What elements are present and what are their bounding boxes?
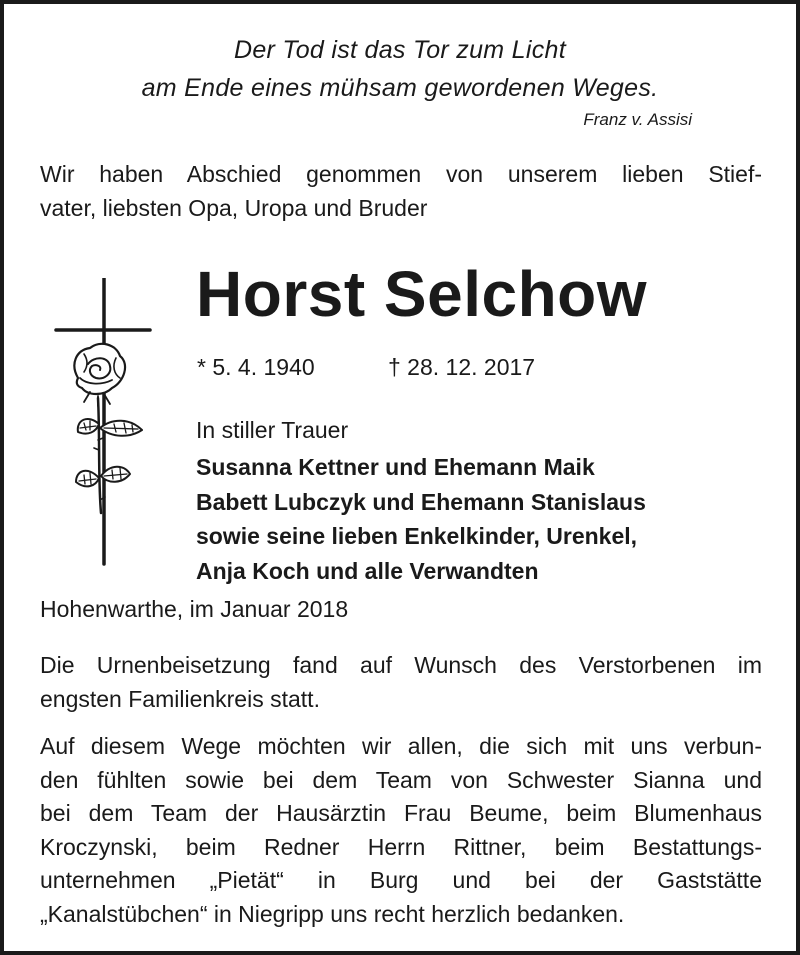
mourner-line: Babett Lubczyk und Ehemann Stanislaus [196, 488, 646, 515]
intro-paragraph [40, 158, 762, 225]
mourners-list [196, 450, 646, 588]
intro-line: vater, liebsten Opa, Uropa und Bruder [40, 194, 428, 221]
quote-line-2: am Ende eines mühsam gewordenen Weges. [141, 74, 659, 102]
mourner-line: Susanna Kettner und Ehemann Maik [196, 454, 595, 480]
intro-line: Wir haben Abschied genommen von unserem lieben Stief- [40, 161, 762, 187]
birth-date: * 5. 4. 1940 [197, 354, 315, 380]
thanks-paragraph [40, 730, 762, 931]
thanks-line: unternehmen „Pietät“ in Burg und bei der Gaststätte [40, 867, 762, 893]
death-date: † 28. 12. 2017 [388, 354, 536, 380]
quote-author: Franz v. Assisi [583, 110, 692, 129]
deceased-name: Horst Selchow [196, 258, 648, 330]
mourner-line: sowie seine lieben Enkelkinder, Urenkel, [196, 523, 638, 549]
thanks-line: bei dem Team der Hausärztin Frau Beume, beim Blumenhaus [40, 800, 762, 826]
mourning-heading: In stiller Trauer [196, 417, 349, 443]
quote-line-1: Der Tod ist das Tor zum Licht [234, 36, 566, 64]
thanks-line: den fühlten sowie bei dem Team von Schwester Sianna und [40, 766, 762, 793]
urn-line: Die Urnenbeisetzung fand auf Wunsch des Verstorbenen im [40, 652, 762, 678]
cross-with-rose-icon [54, 278, 154, 566]
urn-notice-paragraph [40, 649, 762, 716]
mourner-line: Anja Koch und alle Verwandten [196, 557, 539, 584]
urn-line: engsten Familienkreis statt. [40, 685, 320, 712]
thanks-line: „Kanalstübchen“ in Niegripp uns recht herzlich bedanken. [40, 900, 625, 927]
place-date: Hohenwarthe, im Januar 2018 [40, 596, 349, 622]
thanks-line: Kroczynski, beim Redner Herrn Rittner, beim Bestattungs- [40, 833, 762, 860]
thanks-line: Auf diesem Wege möchten wir allen, die sich mit uns verbun- [40, 733, 762, 759]
